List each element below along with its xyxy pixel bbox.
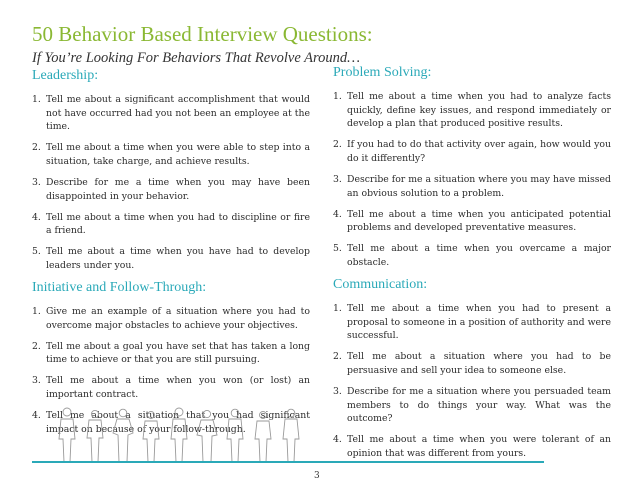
question-text: Describe for me a situation where you persuaded team members to do things your way. What was the outcome? bbox=[347, 386, 611, 425]
question-text: Tell me about a situation that you had significant impact on because of your follow-through. bbox=[46, 410, 310, 435]
footer-rule bbox=[32, 461, 544, 463]
question-number: 4. bbox=[32, 211, 41, 223]
question-number: 3. bbox=[333, 173, 342, 185]
question-text: Tell me about a time when you won (or lost) an important contract. bbox=[46, 375, 310, 400]
question-text: Tell me about a time when you had to discipline or fire a friend. bbox=[46, 211, 310, 237]
question-text: Tell me about a time when you were tolerant of an opinion that was different from yours. bbox=[347, 434, 611, 459]
question-text: Tell me about a time when you had to analyze facts quickly, define key issues, and respond immediately or develop a plan that produced positive results. bbox=[347, 91, 611, 130]
person-outline-7 bbox=[227, 409, 243, 462]
question-item bbox=[32, 141, 310, 168]
person-outline-3 bbox=[113, 409, 133, 462]
question-text: Tell me about a situation where you had to be persuasive and sell your idea to someone else. bbox=[347, 351, 611, 376]
person-outline-2 bbox=[87, 410, 103, 462]
question-item bbox=[32, 340, 310, 367]
question-text: Describe for me a time when you may have been disappointed in your behavior. bbox=[46, 176, 310, 202]
question-text: If you had to do that activity over again, how would you do it differently? bbox=[347, 139, 611, 164]
section-heading-leadership: Leadership: bbox=[32, 68, 99, 83]
question-number: 4. bbox=[32, 410, 41, 422]
left-column bbox=[32, 68, 310, 444]
page-title: 50 Behavior Based Interview Questions: bbox=[32, 22, 373, 46]
section-heading-problem-solving: Problem Solving: bbox=[333, 65, 432, 80]
question-number: 1. bbox=[32, 306, 41, 318]
question-list-leadership bbox=[32, 93, 310, 273]
question-item bbox=[32, 211, 310, 238]
question-text: Tell me about a time when you anticipated potential problems and developed preventative measures. bbox=[347, 208, 611, 234]
section-leadership bbox=[32, 68, 310, 273]
question-number: 2. bbox=[32, 340, 41, 352]
person-outline-6 bbox=[197, 410, 217, 462]
question-item bbox=[333, 350, 611, 377]
question-item bbox=[333, 385, 611, 426]
page-subtitle: If You’re Looking For Behaviors That Revolve Around… bbox=[32, 50, 360, 66]
question-text: Tell me about a time when you overcame a major obstacle. bbox=[347, 243, 611, 268]
right-column bbox=[333, 65, 611, 468]
section-heading-initiative: Initiative and Follow-Through: bbox=[32, 280, 207, 296]
question-number: 3. bbox=[333, 386, 342, 397]
question-number: 1. bbox=[333, 303, 342, 315]
question-text: Tell me about a time when you had to present a proposal to someone in a position of authority and were successful. bbox=[347, 303, 611, 342]
person-outline-4 bbox=[143, 412, 159, 463]
person-outline-5 bbox=[171, 408, 187, 462]
question-item bbox=[333, 138, 611, 165]
question-text: Tell me about a time when you were able to step into a situation, take charge, and achieve results. bbox=[46, 142, 310, 167]
question-text: Tell me about a goal you have set that has taken a long time to achieve or that you are still pursuing. bbox=[46, 340, 310, 366]
question-item bbox=[32, 93, 310, 134]
question-number: 1. bbox=[32, 94, 41, 105]
question-number: 3. bbox=[32, 176, 41, 188]
question-item bbox=[333, 242, 611, 269]
question-number: 5. bbox=[333, 243, 342, 255]
question-text: Tell me about a time when you have had to develop leaders under you. bbox=[46, 246, 310, 271]
question-number: 4. bbox=[333, 208, 342, 220]
person-outline-8 bbox=[255, 412, 271, 463]
question-text: Give me an example of a situation where you had to overcome major obstacles to achieve your objectives. bbox=[46, 306, 310, 331]
question-number: 2. bbox=[333, 351, 342, 363]
section-problem-solving bbox=[333, 65, 611, 270]
question-item bbox=[32, 374, 310, 401]
question-number: 4. bbox=[333, 434, 342, 446]
question-item bbox=[333, 90, 611, 131]
page-number: 3 bbox=[314, 471, 320, 481]
question-number: 5. bbox=[32, 246, 41, 258]
person-outline-9 bbox=[283, 409, 299, 462]
people-silhouettes-illustration bbox=[55, 405, 305, 463]
section-communication bbox=[333, 277, 611, 460]
question-item bbox=[32, 305, 310, 332]
person-outline-1 bbox=[59, 408, 75, 462]
question-text: Describe for me a situation where you may have missed an obvious solution to a problem. bbox=[347, 173, 611, 199]
question-list-problem-solving bbox=[333, 90, 611, 270]
question-item bbox=[333, 302, 611, 343]
question-number: 3. bbox=[32, 375, 41, 387]
question-item bbox=[333, 173, 611, 200]
question-number: 2. bbox=[32, 142, 41, 154]
question-list-communication bbox=[333, 302, 611, 460]
question-text: Tell me about a significant accomplishment that would not have occurred had you not been an employee at the time. bbox=[46, 94, 310, 133]
question-item bbox=[333, 433, 611, 460]
question-number: 2. bbox=[333, 139, 342, 151]
question-item bbox=[32, 245, 310, 272]
question-item bbox=[32, 176, 310, 203]
question-number: 1. bbox=[333, 91, 342, 102]
question-item bbox=[333, 208, 611, 235]
section-heading-communication: Communication: bbox=[333, 277, 428, 293]
